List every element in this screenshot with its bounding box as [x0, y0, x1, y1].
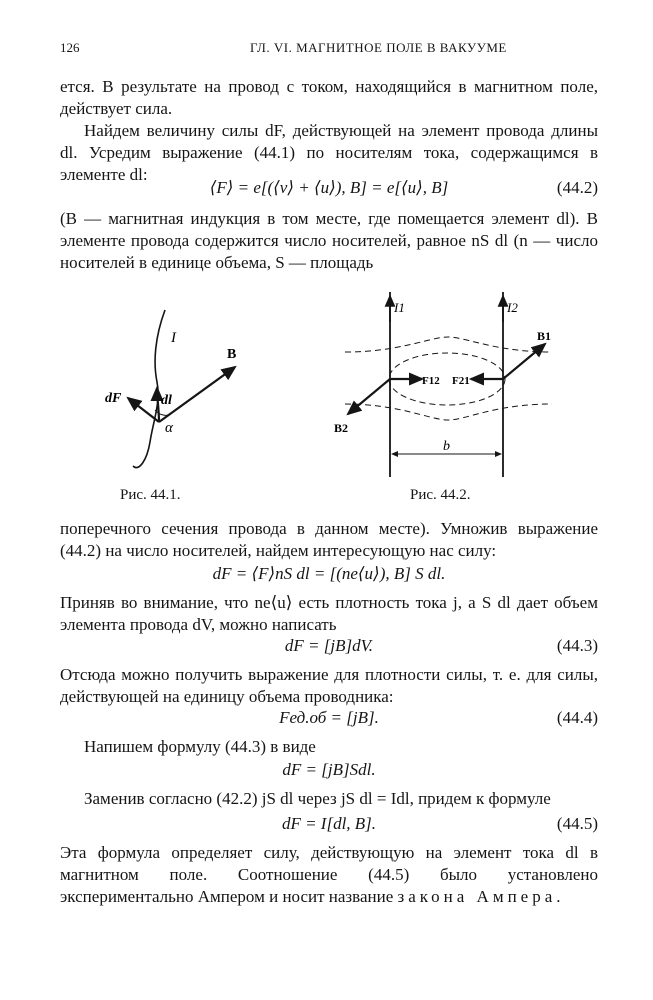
- paragraph-6: Отсюда можно получить выражение для плотности силы, т. е. для силы, действующей на единицу объема проводника:: [60, 665, 598, 706]
- page-number: 126: [60, 40, 80, 55]
- chapter-title: ГЛ. VI. МАГНИТНОЕ ПОЛЕ В ВАКУУМЕ: [250, 40, 507, 55]
- paragraph-8: Заменив согласно (42.2) jS dl через jS dl = Idl, придем к формуле: [84, 789, 551, 808]
- figure-44-1: [95, 282, 265, 510]
- paragraph-9: [60, 842, 598, 908]
- paragraph-7: Напишем формулу (44.3) в виде: [84, 737, 316, 756]
- equation-force-total: [60, 564, 598, 588]
- equation-body: Fед.об = [jB].: [279, 708, 379, 727]
- paragraph-9-end: .: [556, 887, 561, 906]
- b2-arrow: [348, 379, 390, 414]
- force-df-arrow: [128, 398, 159, 422]
- page-header: [60, 40, 598, 60]
- field-line-bottom: [345, 404, 552, 420]
- label-i1: I1: [394, 300, 405, 315]
- figure-44-2: [330, 282, 555, 487]
- equation-44-5: [60, 814, 598, 838]
- label-distance: b: [443, 439, 450, 454]
- equation-44-3: [60, 636, 598, 660]
- b1-arrow: [503, 344, 545, 379]
- paragraph-3: (B — магнитная индукция в том месте, где помещается элемент dl). В элементе провода содержится число носителей, равное nS dl (n — число носителей в единице объема, S — площадь: [60, 209, 598, 272]
- paragraph-5: Приняв во внимание, что ne⟨u⟩ есть плотность тока j, а S dl дает объем элемента провода dV, можно написать: [60, 593, 598, 634]
- label-f12: F12: [422, 375, 440, 387]
- paragraph-4: поперечного сечения провода в данном месте). Умножив выражение (44.2) на число носителей, найдем интересующую нас силу:: [60, 519, 598, 560]
- label-i2: I2: [507, 300, 518, 315]
- equation-44-4: [60, 708, 598, 732]
- wire-curve: [133, 310, 165, 468]
- label-angle: α: [165, 420, 173, 436]
- paragraph-1: ется. В результате на провод с током, находящийся в магнитном поле, действует сила.: [60, 77, 598, 118]
- equation-body: dF = [jB]dV.: [284, 636, 374, 655]
- label-force: dF: [105, 391, 122, 406]
- label-f21: F21: [452, 375, 470, 387]
- label-field: B: [227, 347, 237, 362]
- equation-44-2: [60, 178, 598, 202]
- equation-number: (44.2): [556, 178, 598, 197]
- equation-body: dF = I[dl, B].: [281, 814, 377, 833]
- equation-number: (44.3): [556, 636, 598, 655]
- label-current: I: [171, 330, 176, 346]
- paragraph-2: Найдем величину силы dF, действующей на элемент провода длины dl. Усредим выражение (44.1) по носителям тока, содержащимся в элементе dl:: [60, 121, 598, 184]
- label-b2: B2: [334, 421, 349, 435]
- equation-number: (44.4): [556, 708, 598, 727]
- figure-44-2-caption: Рис. 44.2.: [410, 487, 471, 503]
- field-line-top: [345, 337, 552, 352]
- label-element: dl: [161, 393, 172, 408]
- ampere-law-term: закона Ампера: [397, 887, 557, 906]
- equation-force-sdl: [60, 760, 598, 784]
- equation-number: (44.5): [556, 814, 598, 833]
- paragraph-9-start: Эта формула определяет силу, действующую на элемент тока dl в магнитном поле. Соотношение (44.5) было установлено экспериментально Ампером и носит название: [60, 843, 598, 906]
- figure-44-1-caption: Рис. 44.1.: [120, 487, 181, 503]
- label-b1: B1: [537, 329, 552, 343]
- equation-body: ⟨F⟩ = e[(⟨v⟩ + ⟨u⟩), B] = e[⟨u⟩, B]: [209, 178, 449, 197]
- equation-body: dF = ⟨F⟩nS dl = [(ne⟨u⟩), B] S dl.: [212, 564, 446, 583]
- equation-body: dF = [jB]Sdl.: [282, 760, 376, 779]
